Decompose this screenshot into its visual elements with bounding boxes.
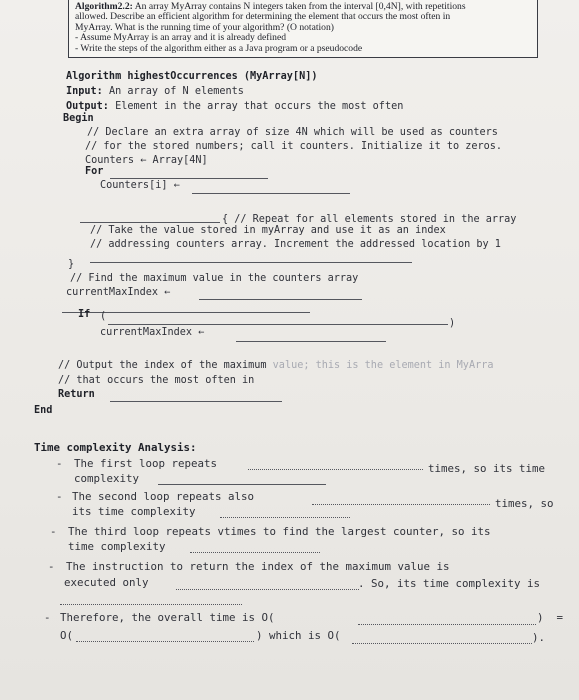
its-complexity-text: . So, its time complexity is — [358, 577, 541, 590]
second-for-blank[interactable] — [80, 222, 220, 223]
question-line-5: - Write the steps of the algorithm either as a Java program or a pseudocode — [75, 42, 363, 54]
comment-declare: // Declare an extra array of size 4N which will be used as counters — [87, 127, 498, 138]
executed-only-text: executed only — [64, 576, 149, 589]
for-blank[interactable] — [110, 178, 268, 179]
overall-time-blank[interactable] — [358, 624, 536, 625]
third-loop-text: The third loop repeats vtimes to find the largest counter, so its — [68, 525, 491, 538]
current-max-index-line: currentMaxIndex ← — [66, 287, 171, 298]
comment-addressing: // addressing counters array. Increment the addressed location by 1 — [90, 239, 501, 250]
algorithm-header: Algorithm highestOccurrences (MyArray[N]) — [66, 71, 318, 82]
question-line-3: MyArray. What is the running time of your algorithm? (O notation) — [75, 21, 334, 33]
counters-i-blank[interactable] — [192, 193, 350, 194]
complexity-title: Time complexity Analysis: — [34, 441, 197, 454]
question-line-2: allowed. Describe an efficient algorithm for determining the element that occurs the most often in — [75, 11, 451, 23]
third-loop-complexity: time complexity — [68, 540, 166, 553]
output-line: Output: Element in the array that occurs the most often — [66, 101, 404, 112]
executed-only-blank[interactable] — [176, 589, 359, 590]
question-title: Algorithm2.2: — [75, 1, 133, 12]
increment-blank[interactable] — [90, 262, 412, 263]
return-keyword: Return — [58, 389, 95, 400]
comment-output-index: // Output the index of the maximum value; this is the element in MyArra — [58, 360, 494, 371]
counters-i-line: Counters[i] ← — [100, 180, 180, 191]
first-loop-blank[interactable] — [248, 469, 423, 470]
bullet-dash-4: - — [48, 560, 55, 573]
repeat-comment: { // Repeat for all elements stored in the array — [222, 214, 517, 225]
bullet-dash-1: - — [56, 457, 63, 470]
second-loop-times: times, so — [495, 497, 554, 510]
current-max-index-assign: currentMaxIndex ← — [100, 327, 205, 338]
question-box — [68, 0, 538, 58]
second-o-blank[interactable] — [76, 641, 254, 642]
end-keyword: End — [34, 405, 53, 416]
which-is-text: ) which is O( — [256, 629, 341, 642]
final-o-blank[interactable] — [352, 643, 532, 644]
comment-find-max: // Find the maximum value in the counters array — [70, 273, 359, 284]
comment-stored: // for the stored numbers; call it counters. Initialize it to zeros. — [85, 141, 503, 152]
current-max-index-blank[interactable] — [199, 299, 362, 300]
if-close-paren: ) — [449, 318, 456, 329]
comment-occurs-most: // that occurs the most often in — [58, 375, 255, 386]
first-loop-complexity: complexity — [74, 472, 140, 485]
second-o-open: O( — [60, 629, 74, 642]
if-condition-blank[interactable] — [108, 324, 448, 325]
third-complexity-blank[interactable] — [190, 552, 320, 553]
return-blank[interactable] — [110, 401, 282, 402]
second-complexity-blank[interactable] — [220, 517, 350, 518]
second-loop-complexity: its time complexity — [72, 505, 196, 518]
bullet-dash-5: - — [44, 611, 51, 624]
assign-blank[interactable] — [236, 341, 386, 342]
equals-text: ) = — [537, 611, 564, 624]
second-loop-blank[interactable] — [312, 504, 490, 505]
begin-keyword: Begin — [63, 113, 94, 124]
first-complexity-blank[interactable] — [158, 484, 326, 485]
question-line-1: Algorithm2.2: An array MyArray contains N integers taken from the interval [0,4N], with repetitions — [75, 1, 466, 12]
overall-time-text: Therefore, the overall time is O( — [60, 611, 275, 624]
counters-declaration: Counters ← Array[4N] — [85, 155, 208, 166]
final-close-paren: ). — [532, 631, 546, 644]
if-keyword: If — [78, 309, 91, 320]
input-line: Input: An array of N elements — [66, 86, 244, 97]
bullet-dash-3: - — [50, 525, 57, 538]
first-loop-times: times, so its time — [428, 462, 546, 475]
return-instruction-text: The instruction to return the index of the maximum value is — [66, 560, 450, 573]
if-open-paren: ( — [100, 311, 107, 322]
question-line-4: - Assume MyArray is an array and it is already defined — [75, 32, 286, 44]
return-complexity-blank[interactable] — [60, 604, 242, 605]
first-loop-text: The first loop repeats — [74, 457, 218, 470]
comment-take-value: // Take the value stored in myArray and use it as an index — [90, 225, 446, 236]
close-brace: } — [68, 259, 75, 270]
second-loop-text: The second loop repeats also — [72, 490, 255, 503]
bullet-dash-2: - — [56, 490, 63, 503]
for-keyword: For — [85, 166, 104, 177]
